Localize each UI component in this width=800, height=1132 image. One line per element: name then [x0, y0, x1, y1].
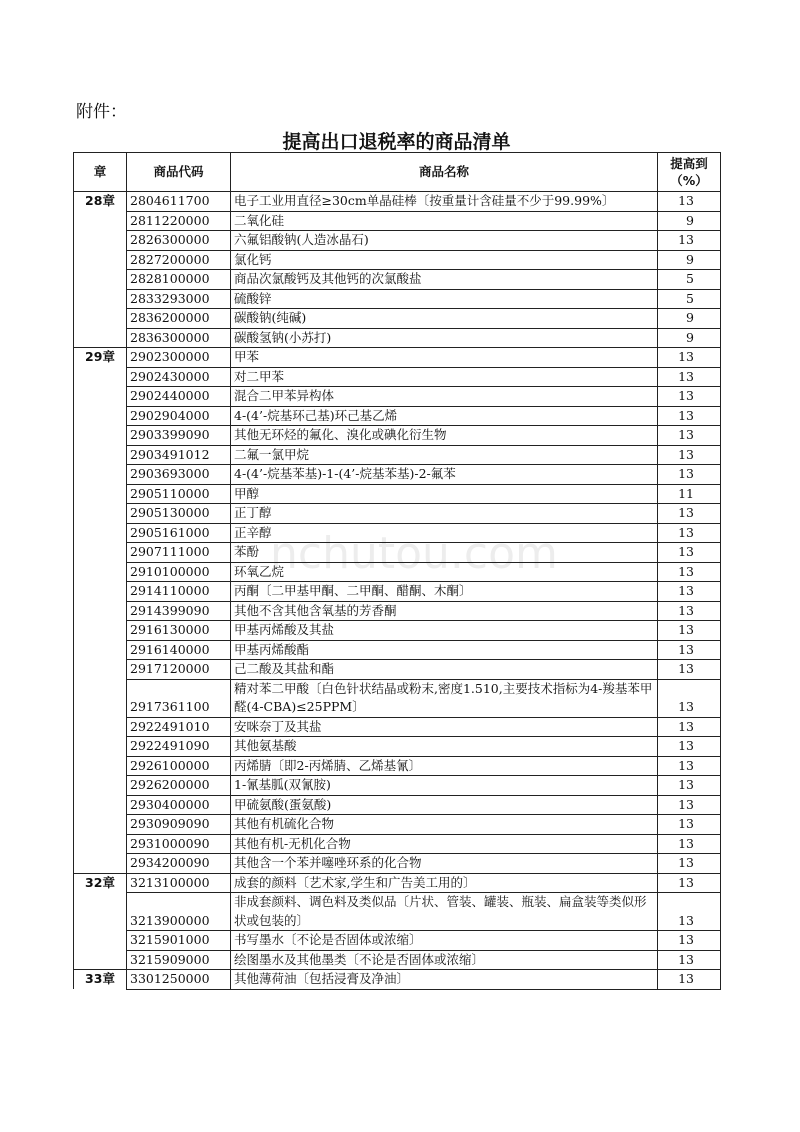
- code-cell: 2926200000: [127, 776, 231, 796]
- rate-cell: 13: [658, 756, 721, 776]
- chapter-cell: [74, 309, 127, 329]
- chapter-cell: [74, 834, 127, 854]
- rate-cell: 13: [658, 717, 721, 737]
- code-cell: 2930909090: [127, 815, 231, 835]
- name-cell: 碳酸钠(纯碱): [231, 309, 658, 329]
- code-cell: 2903491012: [127, 445, 231, 465]
- table-row: [74, 289, 721, 309]
- table-row: [74, 717, 721, 737]
- name-cell: 二氟一氯甲烷: [231, 445, 658, 465]
- commodity-table: [73, 152, 721, 990]
- name-cell: 书写墨水〔不论是否固体或浓缩〕: [231, 931, 658, 951]
- table-row: [74, 679, 721, 717]
- code-cell: 3213900000: [127, 893, 231, 931]
- code-cell: 2934200090: [127, 854, 231, 874]
- rate-cell: 13: [658, 601, 721, 621]
- code-cell: 2905130000: [127, 504, 231, 524]
- table-row: [74, 465, 721, 485]
- table-row: [74, 211, 721, 231]
- code-cell: 2804611700: [127, 192, 231, 212]
- table-row: [74, 950, 721, 970]
- rate-cell: 9: [658, 250, 721, 270]
- rate-cell: 13: [658, 523, 721, 543]
- table-row: [74, 504, 721, 524]
- table-row: [74, 445, 721, 465]
- code-cell: 2902430000: [127, 367, 231, 387]
- chapter-cell: [74, 679, 127, 717]
- name-cell: 商品次氯酸钙及其他钙的次氯酸盐: [231, 270, 658, 290]
- name-cell: 对二甲苯: [231, 367, 658, 387]
- name-cell: 4-(4’-烷基环己基)环己基乙烯: [231, 406, 658, 426]
- name-cell: 正辛醇: [231, 523, 658, 543]
- table-row: [74, 795, 721, 815]
- name-cell: 甲醇: [231, 484, 658, 504]
- table-row: [74, 328, 721, 348]
- chapter-cell: [74, 621, 127, 641]
- code-cell: 2917361100: [127, 679, 231, 717]
- rate-cell: 13: [658, 834, 721, 854]
- chapter-cell: [74, 640, 127, 660]
- rate-cell: 9: [658, 211, 721, 231]
- table-row: [74, 660, 721, 680]
- code-cell: 3213100000: [127, 873, 231, 893]
- code-cell: 2902440000: [127, 387, 231, 407]
- code-cell: 3215901000: [127, 931, 231, 951]
- code-cell: 2827200000: [127, 250, 231, 270]
- chapter-cell: [74, 931, 127, 951]
- table-row: [74, 562, 721, 582]
- table-row: [74, 815, 721, 835]
- chapter-cell: 29章: [74, 348, 127, 368]
- chapter-cell: [74, 660, 127, 680]
- name-cell: 碳酸氢钠(小苏打): [231, 328, 658, 348]
- rate-cell: 13: [658, 543, 721, 563]
- chapter-cell: 28章: [74, 192, 127, 212]
- table-row: [74, 426, 721, 446]
- chapter-cell: 33章: [74, 970, 127, 990]
- code-cell: 2905161000: [127, 523, 231, 543]
- name-cell: 氯化钙: [231, 250, 658, 270]
- code-cell: 2828100000: [127, 270, 231, 290]
- table-row: [74, 737, 721, 757]
- rate-cell: 13: [658, 815, 721, 835]
- header-chapter: 章: [74, 153, 127, 192]
- code-cell: 2902904000: [127, 406, 231, 426]
- name-cell: 丙酮〔二甲基甲酮、二甲酮、醋酮、木酮〕: [231, 582, 658, 602]
- code-cell: 2907111000: [127, 543, 231, 563]
- chapter-cell: [74, 328, 127, 348]
- chapter-cell: [74, 543, 127, 563]
- chapter-cell: [74, 582, 127, 602]
- chapter-cell: [74, 893, 127, 931]
- chapter-cell: [74, 776, 127, 796]
- name-cell: 1-氰基胍(双氰胺): [231, 776, 658, 796]
- name-cell: 其他有机硫化合物: [231, 815, 658, 835]
- code-cell: 2903693000: [127, 465, 231, 485]
- rate-cell: 5: [658, 289, 721, 309]
- table-row: [74, 484, 721, 504]
- rate-cell: 13: [658, 795, 721, 815]
- rate-cell: 13: [658, 562, 721, 582]
- chapter-cell: [74, 484, 127, 504]
- rate-cell: 13: [658, 504, 721, 524]
- name-cell: 非成套颜料、调色料及类似品〔片状、管装、罐装、瓶装、扁盒装等类似形状或包装的〕: [231, 893, 658, 931]
- table-row: [74, 834, 721, 854]
- rate-cell: 13: [658, 660, 721, 680]
- code-cell: 2905110000: [127, 484, 231, 504]
- rate-cell: 13: [658, 621, 721, 641]
- code-cell: 2916140000: [127, 640, 231, 660]
- rate-cell: 13: [658, 679, 721, 717]
- code-cell: 2836200000: [127, 309, 231, 329]
- table-row: [74, 873, 721, 893]
- rate-cell: 13: [658, 854, 721, 874]
- name-cell: 甲基丙烯酸酯: [231, 640, 658, 660]
- header-name: 商品名称: [231, 153, 658, 192]
- table-row: [74, 854, 721, 874]
- code-cell: 3215909000: [127, 950, 231, 970]
- rate-cell: 13: [658, 582, 721, 602]
- code-cell: 2916130000: [127, 621, 231, 641]
- chapter-cell: [74, 717, 127, 737]
- table-row: [74, 970, 721, 990]
- table-row: [74, 231, 721, 251]
- table-row: [74, 756, 721, 776]
- chapter-cell: [74, 523, 127, 543]
- code-cell: 3301250000: [127, 970, 231, 990]
- header-rate: 提高到（%）: [658, 153, 721, 192]
- table-header-row: [74, 153, 721, 192]
- table-row: [74, 582, 721, 602]
- rate-cell: 11: [658, 484, 721, 504]
- name-cell: 甲硫氨酸(蛋氨酸): [231, 795, 658, 815]
- code-cell: 2833293000: [127, 289, 231, 309]
- table-row: [74, 931, 721, 951]
- name-cell: 精对苯二甲酸〔白色针状结晶或粉末,密度1.510,主要技术指标为4-羧基苯甲醛(4-CBA)≤25PPM〕: [231, 679, 658, 717]
- table-row: [74, 601, 721, 621]
- code-cell: 2826300000: [127, 231, 231, 251]
- rate-cell: 13: [658, 465, 721, 485]
- chapter-cell: [74, 387, 127, 407]
- code-cell: 2917120000: [127, 660, 231, 680]
- name-cell: 安咪奈丁及其盐: [231, 717, 658, 737]
- attachment-label: 附件：: [76, 102, 127, 122]
- rate-cell: 13: [658, 776, 721, 796]
- name-cell: 其他有机-无机化合物: [231, 834, 658, 854]
- code-cell: 2910100000: [127, 562, 231, 582]
- chapter-cell: [74, 367, 127, 387]
- chapter-cell: [74, 406, 127, 426]
- table-row: [74, 250, 721, 270]
- code-cell: 2922491090: [127, 737, 231, 757]
- table-row: [74, 893, 721, 931]
- table-row: [74, 621, 721, 641]
- rate-cell: 13: [658, 950, 721, 970]
- name-cell: 其他薄荷油〔包括浸膏及净油〕: [231, 970, 658, 990]
- code-cell: 2922491010: [127, 717, 231, 737]
- table-body: [74, 192, 721, 990]
- code-cell: 2914399090: [127, 601, 231, 621]
- code-cell: 2914110000: [127, 582, 231, 602]
- rate-cell: 13: [658, 737, 721, 757]
- rate-cell: 13: [658, 970, 721, 990]
- header-code: 商品代码: [127, 153, 231, 192]
- watermark: nchutou.com: [270, 528, 558, 579]
- table-row: [74, 523, 721, 543]
- table-row: [74, 406, 721, 426]
- rate-cell: 9: [658, 328, 721, 348]
- name-cell: 苯酚: [231, 543, 658, 563]
- chapter-cell: [74, 854, 127, 874]
- name-cell: 4-(4’-烷基苯基)-1-(4’-烷基苯基)-2-氟苯: [231, 465, 658, 485]
- page-title: 提高出口退税率的商品清单: [282, 131, 511, 153]
- chapter-cell: [74, 211, 127, 231]
- code-cell: 2903399090: [127, 426, 231, 446]
- name-cell: 己二酸及其盐和酯: [231, 660, 658, 680]
- rate-cell: 13: [658, 348, 721, 368]
- name-cell: 其他含一个苯并噻唑环系的化合物: [231, 854, 658, 874]
- rate-cell: 13: [658, 931, 721, 951]
- name-cell: 正丁醇: [231, 504, 658, 524]
- rate-cell: 5: [658, 270, 721, 290]
- name-cell: 二氧化硅: [231, 211, 658, 231]
- rate-cell: 13: [658, 873, 721, 893]
- rate-cell: 9: [658, 309, 721, 329]
- name-cell: 绘图墨水及其他墨类〔不论是否固体或浓缩〕: [231, 950, 658, 970]
- code-cell: 2836300000: [127, 328, 231, 348]
- name-cell: 丙烯腈〔即2-丙烯腈、乙烯基氰〕: [231, 756, 658, 776]
- table-row: [74, 367, 721, 387]
- name-cell: 成套的颜料〔艺术家,学生和广告美工用的〕: [231, 873, 658, 893]
- name-cell: 其他无环烃的氟化、溴化或碘化衍生物: [231, 426, 658, 446]
- code-cell: 2930400000: [127, 795, 231, 815]
- chapter-cell: [74, 795, 127, 815]
- rate-cell: 13: [658, 367, 721, 387]
- rate-cell: 13: [658, 426, 721, 446]
- rate-cell: 13: [658, 387, 721, 407]
- name-cell: 甲基丙烯酸及其盐: [231, 621, 658, 641]
- name-cell: 环氧乙烷: [231, 562, 658, 582]
- chapter-cell: [74, 950, 127, 970]
- chapter-cell: [74, 289, 127, 309]
- chapter-cell: [74, 465, 127, 485]
- rate-cell: 13: [658, 406, 721, 426]
- code-cell: 2931000090: [127, 834, 231, 854]
- table-row: [74, 348, 721, 368]
- chapter-cell: [74, 445, 127, 465]
- chapter-cell: [74, 737, 127, 757]
- chapter-cell: [74, 815, 127, 835]
- rate-cell: 13: [658, 445, 721, 465]
- name-cell: 其他氨基酸: [231, 737, 658, 757]
- chapter-cell: [74, 601, 127, 621]
- table-row: [74, 640, 721, 660]
- rate-cell: 13: [658, 192, 721, 212]
- chapter-cell: [74, 250, 127, 270]
- table-row: [74, 776, 721, 796]
- chapter-cell: [74, 756, 127, 776]
- rate-cell: 13: [658, 893, 721, 931]
- name-cell: 电子工业用直径≥30cm单晶硅棒〔按重量计含硅量不少于99.99%〕: [231, 192, 658, 212]
- name-cell: 甲苯: [231, 348, 658, 368]
- code-cell: 2902300000: [127, 348, 231, 368]
- table-row: [74, 387, 721, 407]
- code-cell: 2811220000: [127, 211, 231, 231]
- chapter-cell: [74, 562, 127, 582]
- chapter-cell: [74, 426, 127, 446]
- table-row: [74, 543, 721, 563]
- chapter-cell: [74, 231, 127, 251]
- rate-cell: 13: [658, 640, 721, 660]
- code-cell: 2926100000: [127, 756, 231, 776]
- name-cell: 其他不含其他含氧基的芳香酮: [231, 601, 658, 621]
- name-cell: 混合二甲苯异构体: [231, 387, 658, 407]
- table-row: [74, 309, 721, 329]
- name-cell: 六氟铝酸钠(人造冰晶石): [231, 231, 658, 251]
- name-cell: 硫酸锌: [231, 289, 658, 309]
- chapter-cell: 32章: [74, 873, 127, 893]
- table-row: [74, 270, 721, 290]
- chapter-cell: [74, 270, 127, 290]
- table-row: [74, 192, 721, 212]
- rate-cell: 13: [658, 231, 721, 251]
- chapter-cell: [74, 504, 127, 524]
